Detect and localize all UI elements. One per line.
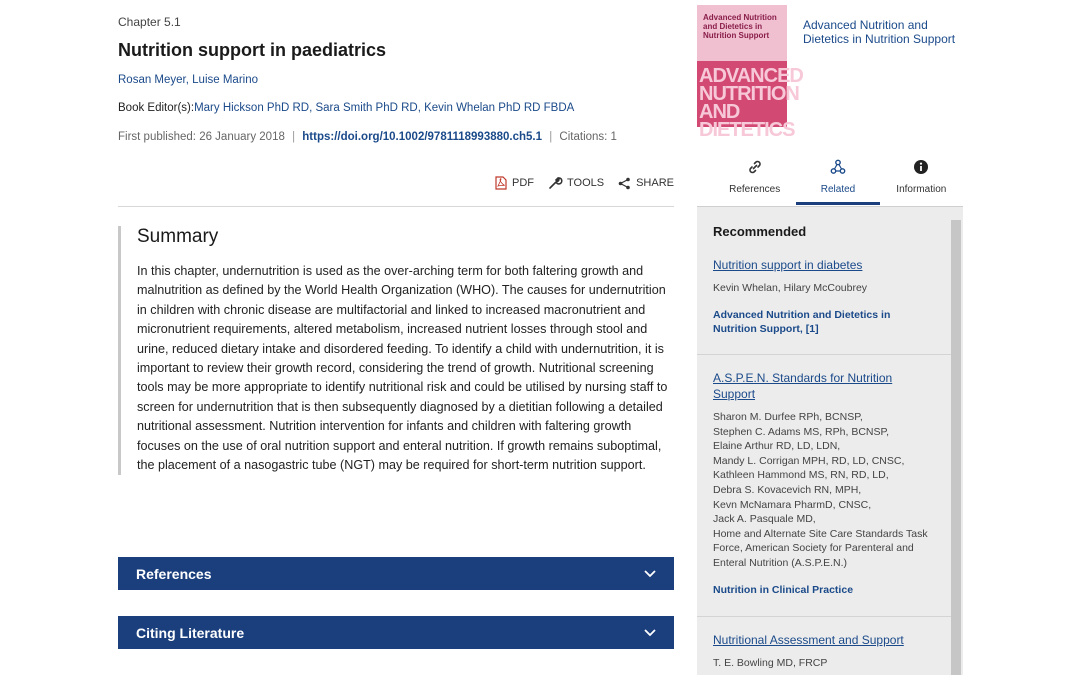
recommended-title-link[interactable]: Nutritional Assessment and Support [713,633,904,647]
tools-label: TOOLS [567,177,605,189]
author-name: Elaine Arthur RD, LD, LDN, [713,440,841,453]
summary-section [118,226,674,475]
publication-info [118,131,617,143]
author-name: Kevn McNamara PharmD, CNSC, [713,498,872,511]
tab-references-label: References [729,184,781,195]
item-divider [697,616,951,617]
share-label: SHARE [636,177,674,189]
chevron-down-icon [644,624,656,642]
recommended-source-link[interactable]: Advanced Nutrition and Dietetics in Nutrition Support, [1] [713,308,891,335]
link-icon [747,159,763,184]
first-published-date: 26 January 2018 [199,131,285,143]
book-title-link[interactable]: Advanced Nutrition and Dietetics in Nutrition Support [803,18,956,46]
recommended-panel [697,207,963,675]
chapter-label: Chapter 5.1 [118,15,181,29]
editors-link[interactable]: Mary Hickson PhD RD, Sara Smith PhD RD, Kevin Whelan PhD RD FBDA [194,102,575,114]
article-actions [495,176,674,190]
separator: | [292,131,296,143]
author-link[interactable]: Luise Marino [192,74,258,86]
summary-heading: Summary [137,226,219,247]
tab-references[interactable] [713,155,796,205]
tab-related[interactable] [796,155,879,205]
citing-literature-accordion[interactable] [118,616,674,649]
first-published-label: First published: [118,131,196,143]
editors-label: Book Editor(s): [118,102,195,114]
sidebar-tabs [713,155,963,205]
recommended-heading: Recommended [713,224,807,239]
author-name: T. E. Bowling MD, FRCP [713,657,828,669]
share-button[interactable] [618,177,674,190]
author-list [118,74,258,86]
author-name: Sharon M. Durfee RPh, BCNSP, [713,411,863,423]
network-icon [830,159,846,184]
recommended-title-link[interactable]: A.S.P.E.N. Standards for Nutrition Support [713,371,893,401]
cover-title: Advanced Nutrition and Dietetics in Nutrition Support [703,13,777,40]
pdf-label: PDF [512,177,534,189]
pdf-icon [495,176,507,190]
panel-scrollbar[interactable] [951,220,961,675]
author-name: Mandy L. Corrigan MPH, RD, LD, CNSC, [713,454,905,467]
tab-information[interactable] [880,155,963,205]
summary-text: In this chapter, undernutrition is used as the over-arching term for both faltering growth and malnutrition as defined by the World Health Organization (WHO). The causes for undernutrition in children with chronic disease are multifactorial and linked to increased macronutrient and micronutrient requirements, altered metabolism, increased nutrient losses through stool and urine, reduced dietary intake and disordered feeding. To identify a child with undernutrition, it is important to review their growth record, considering the trend of growth. Nutritional screening tools may be more appropriate to identify nutritional risk and could be utilised by nursing staff to screen for undernutrition that is then subsequently diagnosed by a dietitian following a detailed nutritional assessment. Nutrition intervention for infants and children with faltering growth focuses on the use of oral nutrition support and enteral nutrition. If growth remains suboptimal, the placement of a nasogastric tube (NGT) may be required for short-term nutrition support. [137,264,668,473]
info-icon [913,159,929,184]
author-name: Home and Alternate Site Care Standards Task Force, American Society for Parenteral and Enteral Nutrition (A.S.P.E.N.) [713,527,928,569]
author-name: Kathleen Hammond MS, RN, RD, LD, [713,469,889,482]
references-label: References [136,565,212,582]
page-title: Nutrition support in paediatrics [118,40,387,60]
author-name: Debra S. Kovacevich RN, MPH, [713,483,862,496]
author-name: Stephen C. Adams MS, RPh, BCNSP, [713,425,890,438]
chevron-down-icon [644,565,656,583]
recommended-item [713,257,933,336]
cover-big-title: ADVANCED NUTRITION AND DIETETICS [699,65,803,141]
recommended-authors [713,281,933,296]
recommended-source-link[interactable]: Nutrition in Clinical Practice [713,583,854,596]
tab-related-label: Related [820,184,856,195]
recommended-authors [713,656,933,671]
separator: | [549,131,553,143]
citing-literature-label: Citing Literature [136,624,245,641]
citations-count[interactable]: Citations: 1 [559,131,617,143]
references-accordion[interactable] [118,557,674,590]
share-icon [618,177,631,190]
book-editors [118,102,574,114]
author-name: Kevin Whelan, Hilary McCoubrey [713,282,868,294]
recommended-item [713,632,933,671]
tools-button[interactable] [548,176,604,190]
book-cover[interactable] [697,5,803,141]
recommended-item [713,370,933,597]
tab-information-label: Information [896,184,947,195]
doi-link[interactable]: https://doi.org/10.1002/9781118993880.ch5.1 [302,131,543,143]
divider [118,206,674,207]
author-link[interactable]: Rosan Meyer, [118,74,189,86]
author-name: Jack A. Pasquale MD, [713,513,816,526]
pdf-button[interactable] [495,176,534,190]
recommended-title-link[interactable]: Nutrition support in diabetes [713,258,863,272]
wrench-icon [548,176,562,190]
item-divider [697,354,951,355]
recommended-authors [713,410,933,571]
